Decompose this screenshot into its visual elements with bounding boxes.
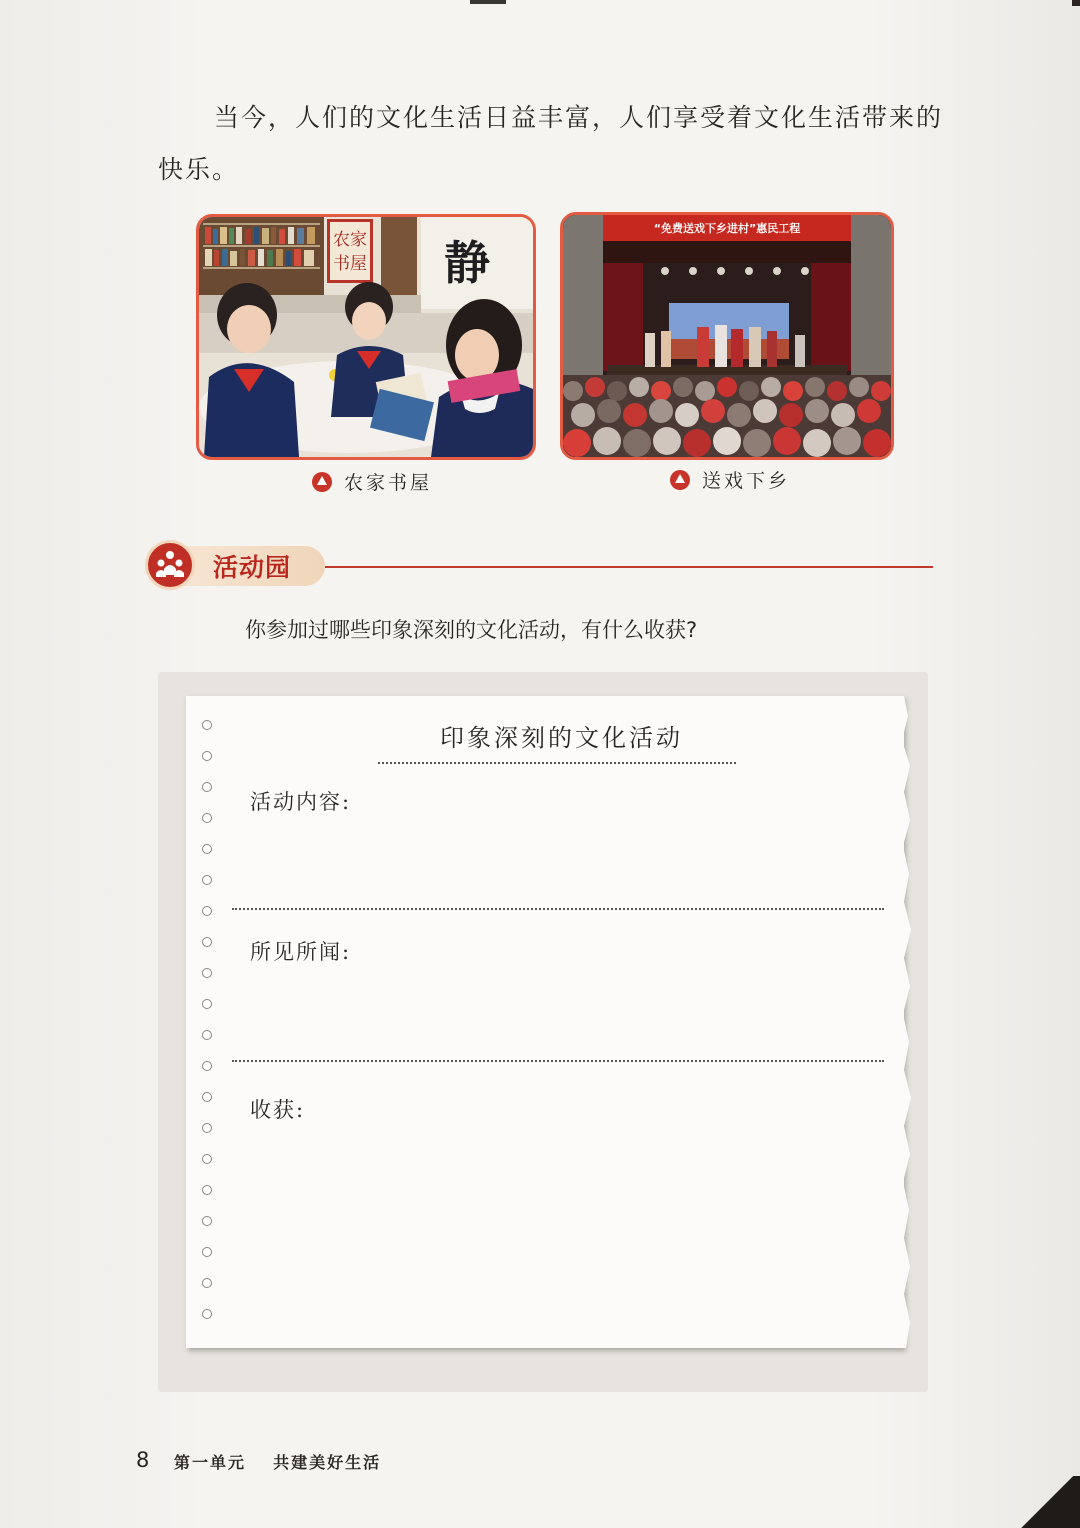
card-title: 印象深刻的文化活动 [440, 724, 683, 752]
caption-text: 送戏下乡 [702, 470, 791, 492]
activity-question: 你参加过哪些印象深刻的文化活动，有什么收获? [245, 618, 698, 642]
sign-text-line2: 书屋 [333, 254, 367, 274]
binder-hole [202, 1185, 212, 1195]
activity-divider [325, 566, 933, 568]
title-underline [378, 762, 736, 764]
binder-hole [202, 1309, 212, 1319]
binder-hole [202, 1061, 212, 1071]
sign-text-line1: 农家 [333, 230, 367, 250]
intro-paragraph: 当今，人们的文化生活日益丰富，人们享受着文化生活带来的快乐。 [158, 103, 944, 184]
photo-caption-opera-village [670, 466, 790, 493]
calligraphy-text: 静 [444, 236, 490, 290]
photo-caption-farm-library [312, 468, 432, 495]
activity-title: 活动园 [213, 553, 292, 582]
binder-holes [202, 720, 216, 1330]
binder-hole [202, 906, 212, 916]
field-gains: 收获: [250, 1098, 306, 1122]
field-observations: 所见所闻: [250, 940, 352, 964]
activity-banner [145, 540, 325, 592]
binder-hole [202, 968, 212, 978]
photo-opera-village [560, 212, 894, 460]
binder-hole [202, 1092, 212, 1102]
binder-hole [202, 875, 212, 885]
binder-hole [202, 813, 212, 823]
page-corner-mark [1072, 0, 1080, 6]
running-footer [174, 1450, 381, 1473]
binder-hole [202, 782, 212, 792]
writing-line [232, 1060, 884, 1062]
triangle-marker-icon [670, 470, 690, 490]
caption-text: 农家书屋 [344, 472, 433, 494]
binder-hole [202, 844, 212, 854]
unit-label: 第一单元 [174, 1453, 247, 1472]
binder-hole [202, 1247, 212, 1257]
binder-hole [202, 1154, 212, 1164]
binder-hole [202, 937, 212, 947]
binder-hole [202, 720, 212, 730]
photo-farm-library [196, 214, 536, 460]
activity-people-icon [145, 540, 195, 590]
torn-edge [898, 696, 916, 1348]
unit-title: 共建美好生活 [273, 1453, 382, 1472]
binder-hole [202, 1030, 212, 1040]
binder-hole [202, 999, 212, 1009]
page-top-mark [470, 0, 506, 4]
binder-hole [202, 1278, 212, 1288]
page-number: 8 [136, 1448, 150, 1472]
triangle-marker-icon [312, 472, 332, 492]
field-activity-content: 活动内容: [250, 790, 352, 814]
writing-line [232, 908, 884, 910]
farm-library-illustration [199, 217, 533, 457]
binder-hole [202, 1216, 212, 1226]
opera-stage-illustration [563, 215, 891, 457]
binder-hole [202, 1123, 212, 1133]
binder-hole [202, 751, 212, 761]
page-corner-shadow [1000, 1476, 1080, 1528]
stage-banner-text: “免费送戏下乡进村”惠民工程 [653, 222, 801, 235]
